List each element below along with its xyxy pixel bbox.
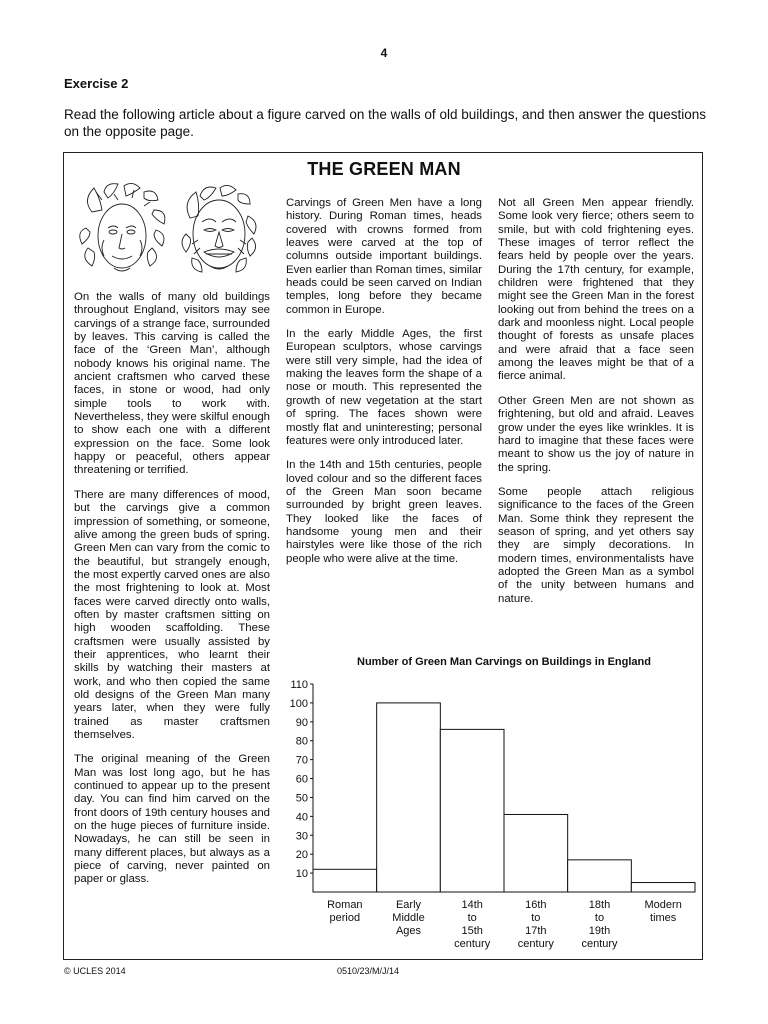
article-paragraph: Not all Green Men appear friendly. Some look very fierce; others seem to smile, but with cold frightening eyes. These images of terror reflect the fears held by people over the years. During the 17th century, for example, children were frightened that they might see the Green Man in the forest looking out from behind the trees on a dark and moonless night. Local people thought of forests as unsafe places and were afraid that a face seen among the leaves might be that of a fierce animal. xyxy=(498,197,694,383)
y-tick-label: 80 xyxy=(295,735,308,748)
footer-copyright: © UCLES 2014 xyxy=(64,966,126,976)
article-column-1 xyxy=(74,291,270,898)
y-tick-label: 90 xyxy=(295,716,308,729)
article-column-3 xyxy=(498,197,694,617)
chart-bar xyxy=(568,860,632,892)
green-man-illustrations xyxy=(74,182,270,288)
x-category-label: Early Middle Ages xyxy=(392,899,425,937)
x-category-label: Modern times xyxy=(644,899,682,924)
y-tick-label: 60 xyxy=(295,773,308,786)
y-tick-label: 50 xyxy=(295,792,308,805)
footer-code: 0510/23/M/J/14 xyxy=(337,966,400,976)
article-paragraph: The original meaning of the Green Man was lost long ago, but he has continued to appear up to the present day. You can find him carved on the front doors of 19th century houses and on the huge pieces of furniture inside. Nowadays, he can still be seen in many different places, but always as a piece of carving, never painted on paper or glass. xyxy=(74,753,270,886)
article-paragraph: In the early Middle Ages, the first European sculptors, whose carvings were still very simple, had the idea of making the leaves form the shape of a nose or mouth. This represented the growth of new vegetation at the start of spring. The faces shown were mostly flat and uninteresting; personal features were only introduced later. xyxy=(286,328,482,447)
green-man-face-left-illustration xyxy=(80,183,165,271)
page-number: 4 xyxy=(380,46,388,60)
article-column-2 xyxy=(286,197,482,577)
y-tick-label: 10 xyxy=(295,868,308,881)
article-paragraph: Carvings of Green Men have a long history. During Roman times, heads covered with crowns formed from leaves were carved at the top of columns outside important buildings. Even earlier than Roman times, similar heads could be seen carved on Indian temples, long before they became common in Europe. xyxy=(286,197,482,316)
chart-title: Number of Green Man Carvings on Buildings in England xyxy=(357,656,651,668)
instructions: Read the following article about a figure carved on the walls of old buildings, and then answer the questions on the opposite page. xyxy=(64,107,706,139)
article-paragraph: Some people attach religious significance to the faces of the Green Man. Some think they represent the season of spring, and yet others say they are simply decorations. In modern times, environmentalists have adopted the Green Man as a symbol of the unity between humans and nature. xyxy=(498,485,694,605)
y-tick-label: 100 xyxy=(289,697,308,710)
exercise-title: Exercise 2 xyxy=(64,76,129,91)
article-paragraph: There are many differences of mood, but the carvings give a common impression of something, or someone, alive among the green buds of spring. Green Men can vary from the comic to the beautiful, but strangely enough, the most expertly carved ones are also the most frightening to look at. Most faces were carved directly onto walls, often by master craftsmen sitting on high wooden scaffolding. These craftsmen were usually assisted by their apprentices, who learnt their skills by watching their masters at work, and who then copied the same old designs of the Green Man many years later, when they were fully trained as master craftsmen themselves. xyxy=(74,488,270,741)
y-tick-label: 70 xyxy=(295,754,308,767)
y-tick-label: 40 xyxy=(295,811,308,824)
article-paragraph: Other Green Men are not shown as frightening, but old and afraid. Leaves grow under the eyes like wrinkles. It is hard to imagine that these faces were meant to show us the joy of nature in the spring. xyxy=(498,394,694,474)
article-title: THE GREEN MAN xyxy=(307,159,461,179)
chart-bar xyxy=(440,729,504,892)
article-paragraph: In the 14th and 15th centuries, people loved colour and so the different faces of the Green Man soon became surrounded by bright green leaves. They looked like the faces of handsome young men and their hairstyles were like those of the rich people who were alive at the time. xyxy=(286,459,482,565)
green-man-face-right-illustration xyxy=(182,185,256,272)
x-category-label: Roman period xyxy=(327,899,363,924)
article-paragraph: On the walls of many old buildings throughout England, visitors may see carvings of a strange face, surrounded by leaves. This carving is called the face of the ‘Green Man’, although nobody knows his original name. The ancient craftsmen who carved these faces, in stone or wood, had only simple tools to work with. Nevertheless, they were skilful enough to show each one with a different expression on the face. Some look happy or peaceful, others appear threatening or terrified. xyxy=(74,291,270,477)
y-tick-label: 110 xyxy=(290,679,308,691)
x-category-label: 16th to 17th century xyxy=(517,899,554,950)
chart-bar xyxy=(504,814,568,892)
chart-bar xyxy=(377,703,441,892)
x-category-label: 14th to 15th century xyxy=(454,899,491,950)
y-tick-label: 30 xyxy=(295,830,308,843)
y-tick-label: 20 xyxy=(295,849,308,862)
x-category-label: 18th to 19th century xyxy=(581,899,618,950)
chart-bar xyxy=(313,869,377,892)
chart-bar xyxy=(631,883,695,892)
green-man-bar-chart xyxy=(278,648,698,953)
